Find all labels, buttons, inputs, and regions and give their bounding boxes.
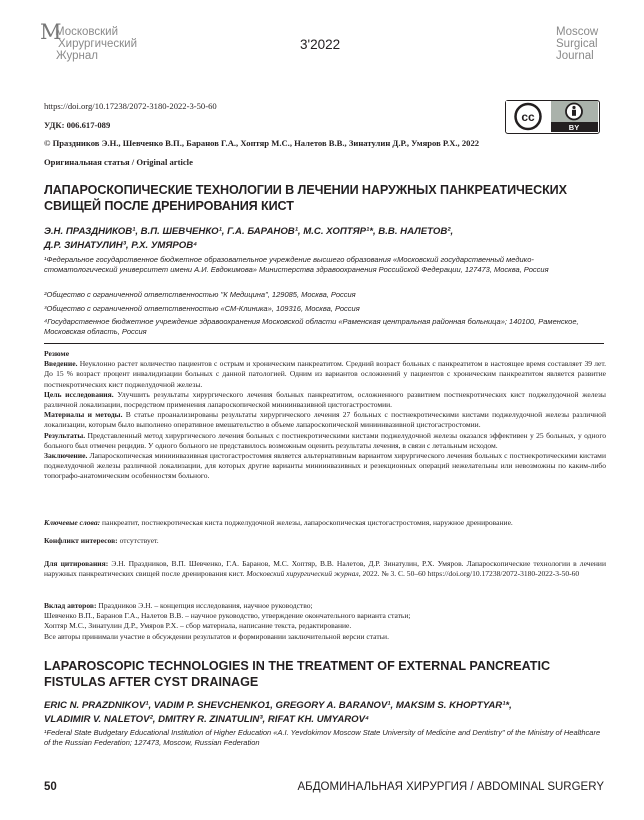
authors-en-line2: VLADIMIR V. NALETOV², DMITRY R. ZINATULIN³, RIFAT KH. UMYAROV⁴ [44, 714, 370, 725]
abstract-conclusion: Лапароскопическая миниинвазивная цистогастростомия является альтернативным вариантом хирургического лечения больных с постнекротическими кистами поджелудочной железы различной локализации, для которых другие варианты миниинвазивных и резекционных операций нежелательны или невозможны по каким-либо топографо-анатомическим особенностям больного. [44, 451, 606, 481]
citation-ru [44, 559, 606, 579]
abstract-intro: Неуклонно растет количество пациентов с острым и хроническим панкреатитом. Средний возраст больных с панкреатитом в настоящее время составляет 39 лет. До 15 % возраст процент инвалидизации больных с данной патологией. Одним из вариантов осложнений у пациентов с хроническим панкреатитом является развитие постнекротических кист поджелудочной железы. [44, 359, 606, 389]
section-divider [44, 343, 604, 344]
author-contribution [44, 601, 606, 642]
citation-label: Для цитирования: [44, 559, 109, 568]
abstract-conclusion-label: Заключение. [44, 451, 88, 461]
logo-en-line1: Moscow [556, 26, 599, 38]
article-title-en: LAPAROSCOPIC TECHNOLOGIES IN THE TREATMENT OF EXTERNAL PANCREATIC FISTULAS AFTER CYST DRAINAGE [44, 659, 551, 689]
abstract-results: Представленный метод хирургического лечения больных с постнекротическими кистами поджелудочной железы оказался эффективен у 25 больных, у одного больного был отмечен рецидив. У одного больного не представилось возможным оценить результаты лечения, в связи с летальным исходом. [44, 430, 606, 450]
contribution-line3: Хоптяр М.С., Зинатулин Д.Р., Умяров Р.Х. – сбор материала, написание текста, редактирование. [44, 621, 352, 631]
citation-journal: Московский хирургический журнал, [244, 569, 361, 579]
cc-by-icon [506, 101, 598, 132]
conflict-label: Конфликт интересов: [44, 536, 118, 545]
affiliation-ru-4: ⁴Государственное бюджетное учреждение здравоохранения Московской области «Раменская центральная районная больница»; 140100, Раменское, Московская область, Россия [44, 317, 579, 336]
copyright-line: © Праздников Э.Н., Шевченко В.П., Баранов Г.А., Хоптяр М.С., Налетов В.В., Зинатулин Д.Р., Умяров Р.Х., 2022 [44, 138, 480, 148]
authors-ru-line2: Д.Р. ЗИНАТУЛИН³, Р.Х. УМЯРОВ⁴ [44, 240, 198, 251]
keywords-ru [44, 518, 606, 528]
abstract-methods: В статье проанализированы результаты хирургического лечения 27 больных с постнекротическими кистами поджелудочной железы различной локализации, которым было выполнено оперативное вмешательство в объеме лапароскопической миниинвазивной цистогастростомии. [44, 410, 606, 430]
issue-number: 3'2022 [300, 37, 341, 52]
logo-en-line2: Surgical [556, 38, 598, 50]
authors-ru-line1: Э.Н. ПРАЗДНИКОВ¹, В.П. ШЕВЧЕНКО¹, Г.А. БАРАНОВ¹, М.С. ХОПТЯР¹*, В.В. НАЛЕТОВ², [44, 226, 454, 237]
abstract-heading: Резюме [44, 349, 70, 358]
by-label: BY [568, 123, 580, 132]
journal-logo-ru [40, 22, 150, 66]
doi-link[interactable]: https://doi.org/10.17238/2072-3180-2022-3-50-60 [44, 101, 217, 111]
abstract-intro-label: Введение. [44, 359, 78, 369]
contribution-line2: Шевченко В.П., Баранов Г.А., Налетов В.В. – научное руководство, утверждение окончательного варианта статьи; [44, 611, 411, 621]
page-number: 50 [44, 781, 57, 793]
citation-tail: 2022. № 3. С. 50–60 https://doi.org/10.17238/2072-3180-2022-3-50-60 [360, 569, 580, 579]
udk-code: УДК: 006.617-089 [44, 120, 111, 130]
conflict-text: отсутствует. [117, 536, 159, 545]
logo-ru-line3: Журнал [56, 50, 98, 62]
citation-text: Э.Н. Праздников, В.П. Шевченко, Г.А. Баранов, М.С. Хоптяр, В.В. Налетов, Д.Р. Зинатулин, Р.Х. Умяров. Лапароскопические технологии в лечении наружных панкреатических свищей после дренирования кист. [44, 559, 606, 579]
abstract-aim-label: Цель исследования. [44, 389, 114, 399]
authors-en-line1: ERIC N. PRAZDNIKOV¹, VADIM P. SHEVCHENKO1, GREGORY A. BARANOV¹, MAKSIM S. KHOPTYAR¹*, [44, 700, 512, 711]
journal-section: АБДОМИНАЛЬНАЯ ХИРУРГИЯ / ABDOMINAL SURGERY [297, 781, 604, 793]
article-type: Оригинальная статья / Original article [44, 157, 193, 167]
affiliation-ru-1: ¹Федеральное государственное бюджетное образовательное учреждение высшего образования «Московский государственный медико-стоматологический университет имени А.И. Евдокимова» Министерства здравоохранения Российской Федерации, 127473, Москва, Россия [44, 255, 549, 274]
cc-by-license-badge[interactable] [505, 100, 600, 134]
affiliation-ru-3: ³Общество с ограниченной ответственностью «СМ-Клиника», 109316, Москва, Россия [44, 304, 360, 313]
abstract-aim: Улучшить результаты хирургического лечения больных панкреатитом, осложненного развитием постнекротических кист поджелудочной железы различной локализации, посредством применения лапароскопической миниинвазивной цистогастростомии. [44, 389, 606, 410]
abstract-ru [44, 349, 606, 482]
conflict-of-interest [44, 536, 606, 546]
affiliation-ru-2: ²Общество с ограниченной ответственностью "К Медицина", 129085, Москва, Россия [44, 290, 356, 299]
logo-ru-line1: Московский [55, 26, 119, 38]
abstract-methods-label: Материалы и методы. [44, 410, 123, 420]
cc-label: cc [521, 110, 535, 124]
contribution-line1: Праздников Э.Н. – концепция исследования, научное руководство; [96, 601, 313, 610]
affiliation-en-1: ¹Federal State Budgetary Educational Institution of Higher Education «A.I. Yevdokimov Moscow State University of Medicine and Dentistry" of the Ministry of Healthcare of the Russian Federation; 127473, Moscow, Russian Federation [44, 728, 601, 747]
logo-ru-line2: Хирургический [58, 38, 138, 50]
article-title-ru: ЛАПАРОСКОПИЧЕСКИЕ ТЕХНОЛОГИИ В ЛЕЧЕНИИ НАРУЖНЫХ ПАНКРЕАТИЧЕСКИХ СВИЩЕЙ ПОСЛЕ ДРЕНИРОВАНИЯ КИСТ [44, 183, 567, 213]
contribution-line4: Все авторы принимали участие в обсуждении результатов и формировании заключительной версии статьи. [44, 631, 389, 641]
contribution-label: Вклад авторов: [44, 601, 97, 610]
logo-en-line3: Journal [556, 50, 594, 62]
keywords-label: Ключевые слова: [44, 518, 101, 527]
journal-logo-en [548, 22, 612, 66]
keywords-text: панкреатит, постнекротическая киста поджелудочной железы, лапароскопическая цистогастростомия, наружное дренирование. [100, 518, 513, 527]
logo-ru-initial-m: М [40, 20, 62, 44]
abstract-results-label: Результаты. [44, 430, 86, 440]
